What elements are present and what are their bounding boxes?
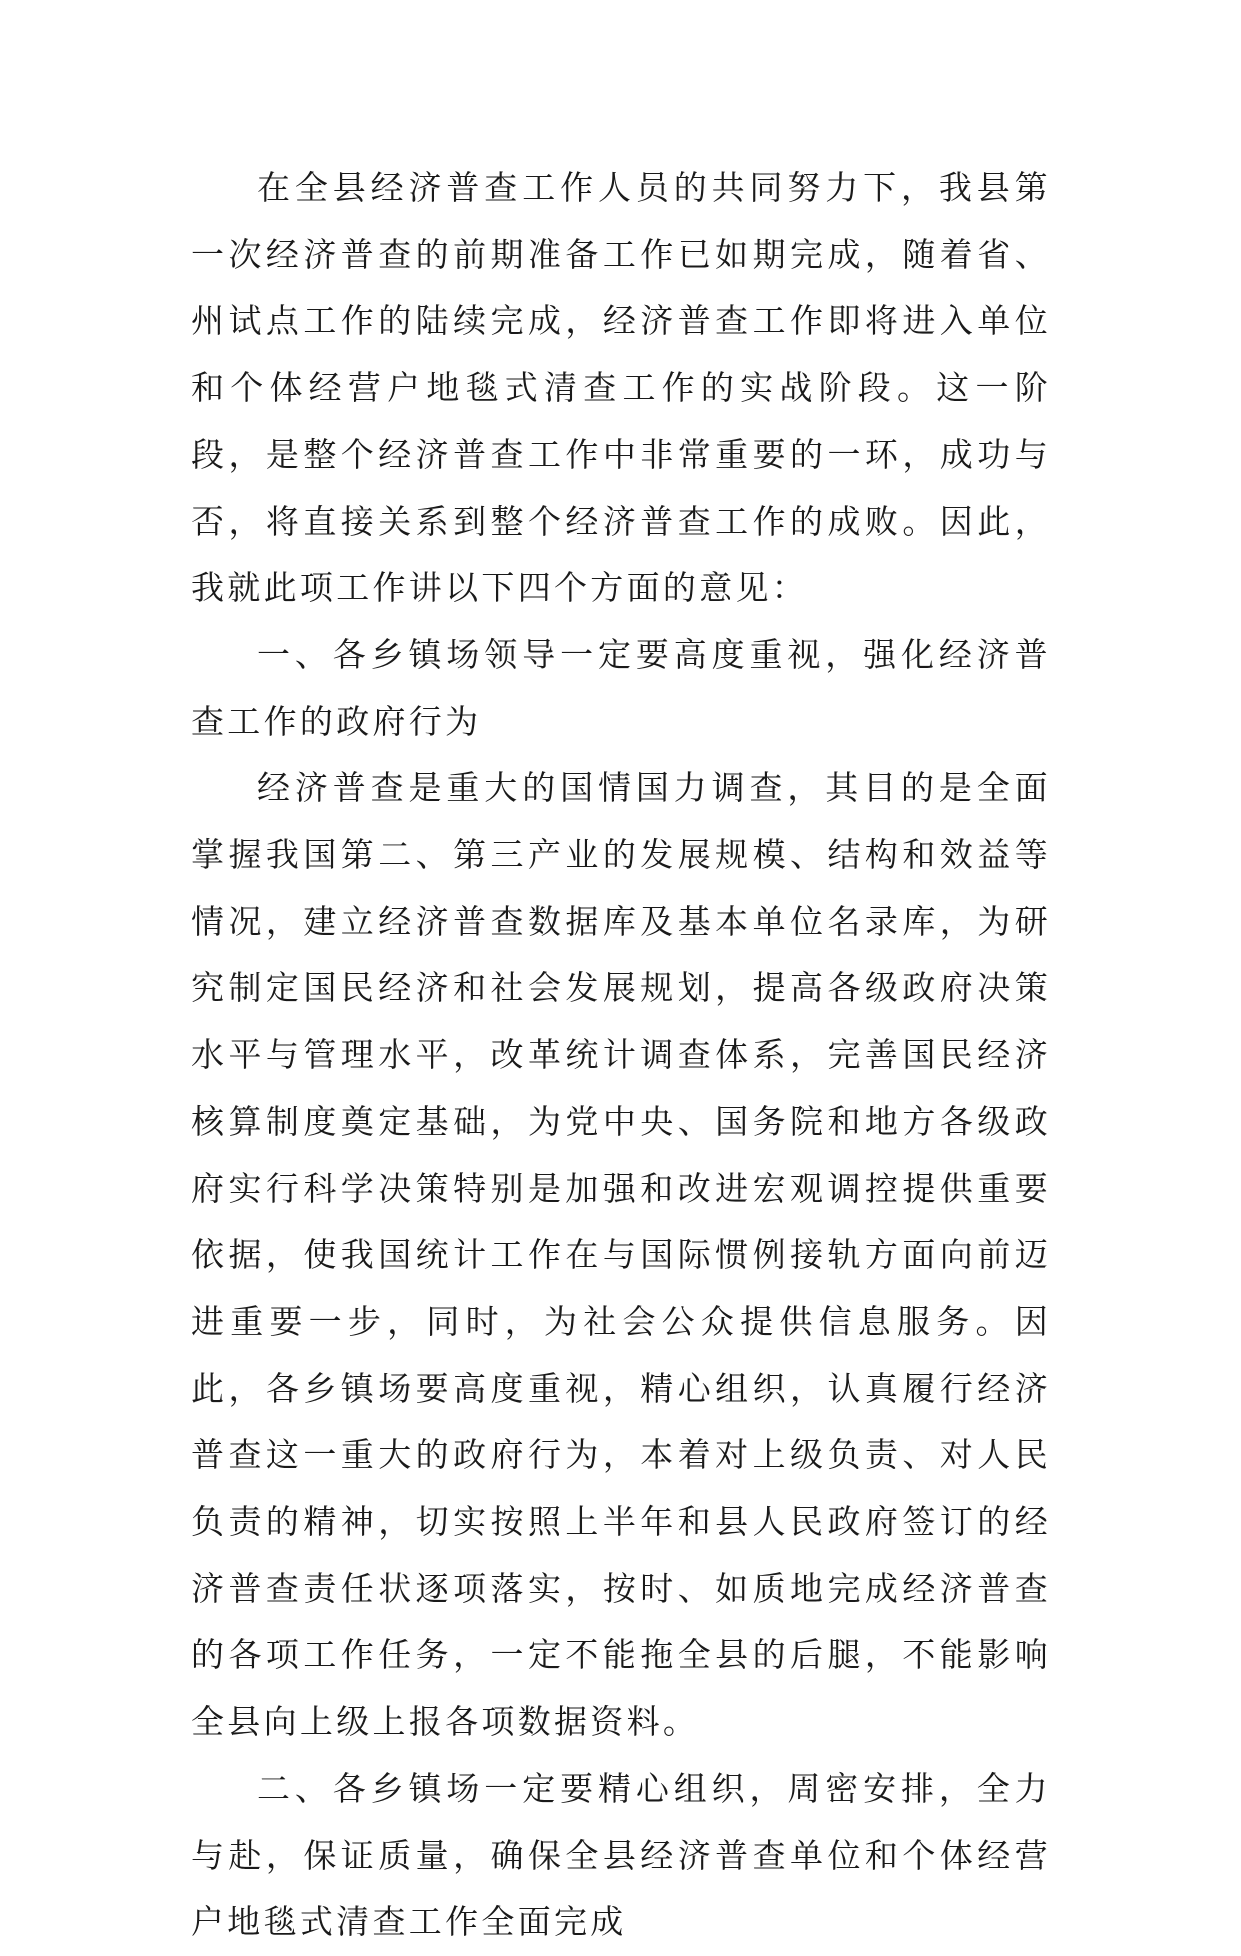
intro-paragraph: 在全县经济普查工作人员的共同努力下，我县第一次经济普查的前期准备工作已如期完成，随着省、州试点工作的陆续完成，经济普查工作即将进入单位和个体经营户地毯式清查工作的实战阶段。这一阶段，是整个经济普查工作中非常重要的一环，成功与否，将直接关系到整个经济普查工作的成败。因此，我就此项工作讲以下四个方面的意见： <box>191 168 1051 608</box>
body-paragraph: 经济普查是重大的国情国力调查，其目的是全面掌握我国第二、第三产业的发展规模、结构和效益等情况，建立经济普查数据库及基本单位名录库，为研究制定国民经济和社会发展规划，提高各级政府决策水平与管理水平，改革统计调查体系，完善国民经济核算制度奠定基础，为党中央、国务院和地方各级政府实行科学决策特别是加强和改进宏观调控提供重要依据，使我国统计工作在与国际惯例接轨方面向前迈进重要一步，同时，为社会公众提供信息服务。因此，各乡镇场要高度重视，精心组织，认真履行经济普查这一重大的政府行为，本着对上级负责、对人民负责的精神，切实按照上半年和县人民政府签订的经济普查责任状逐项落实，按时、如质地完成经济普查的各项工作任务，一定不能拖全县的后腿，不能影响全县向上级上报各项数据资料。 <box>191 768 1051 1742</box>
document-body <box>191 155 1051 1956</box>
section-heading-2: 二、各乡镇场一定要精心组织，周密安排，全力与赴，保证质量，确保全县经济普查单位和个体经营户地毯式清查工作全面完成 <box>191 1768 1051 1942</box>
section-heading-1: 一、各乡镇场领导一定要高度重视，强化经济普查工作的政府行为 <box>191 634 1051 741</box>
